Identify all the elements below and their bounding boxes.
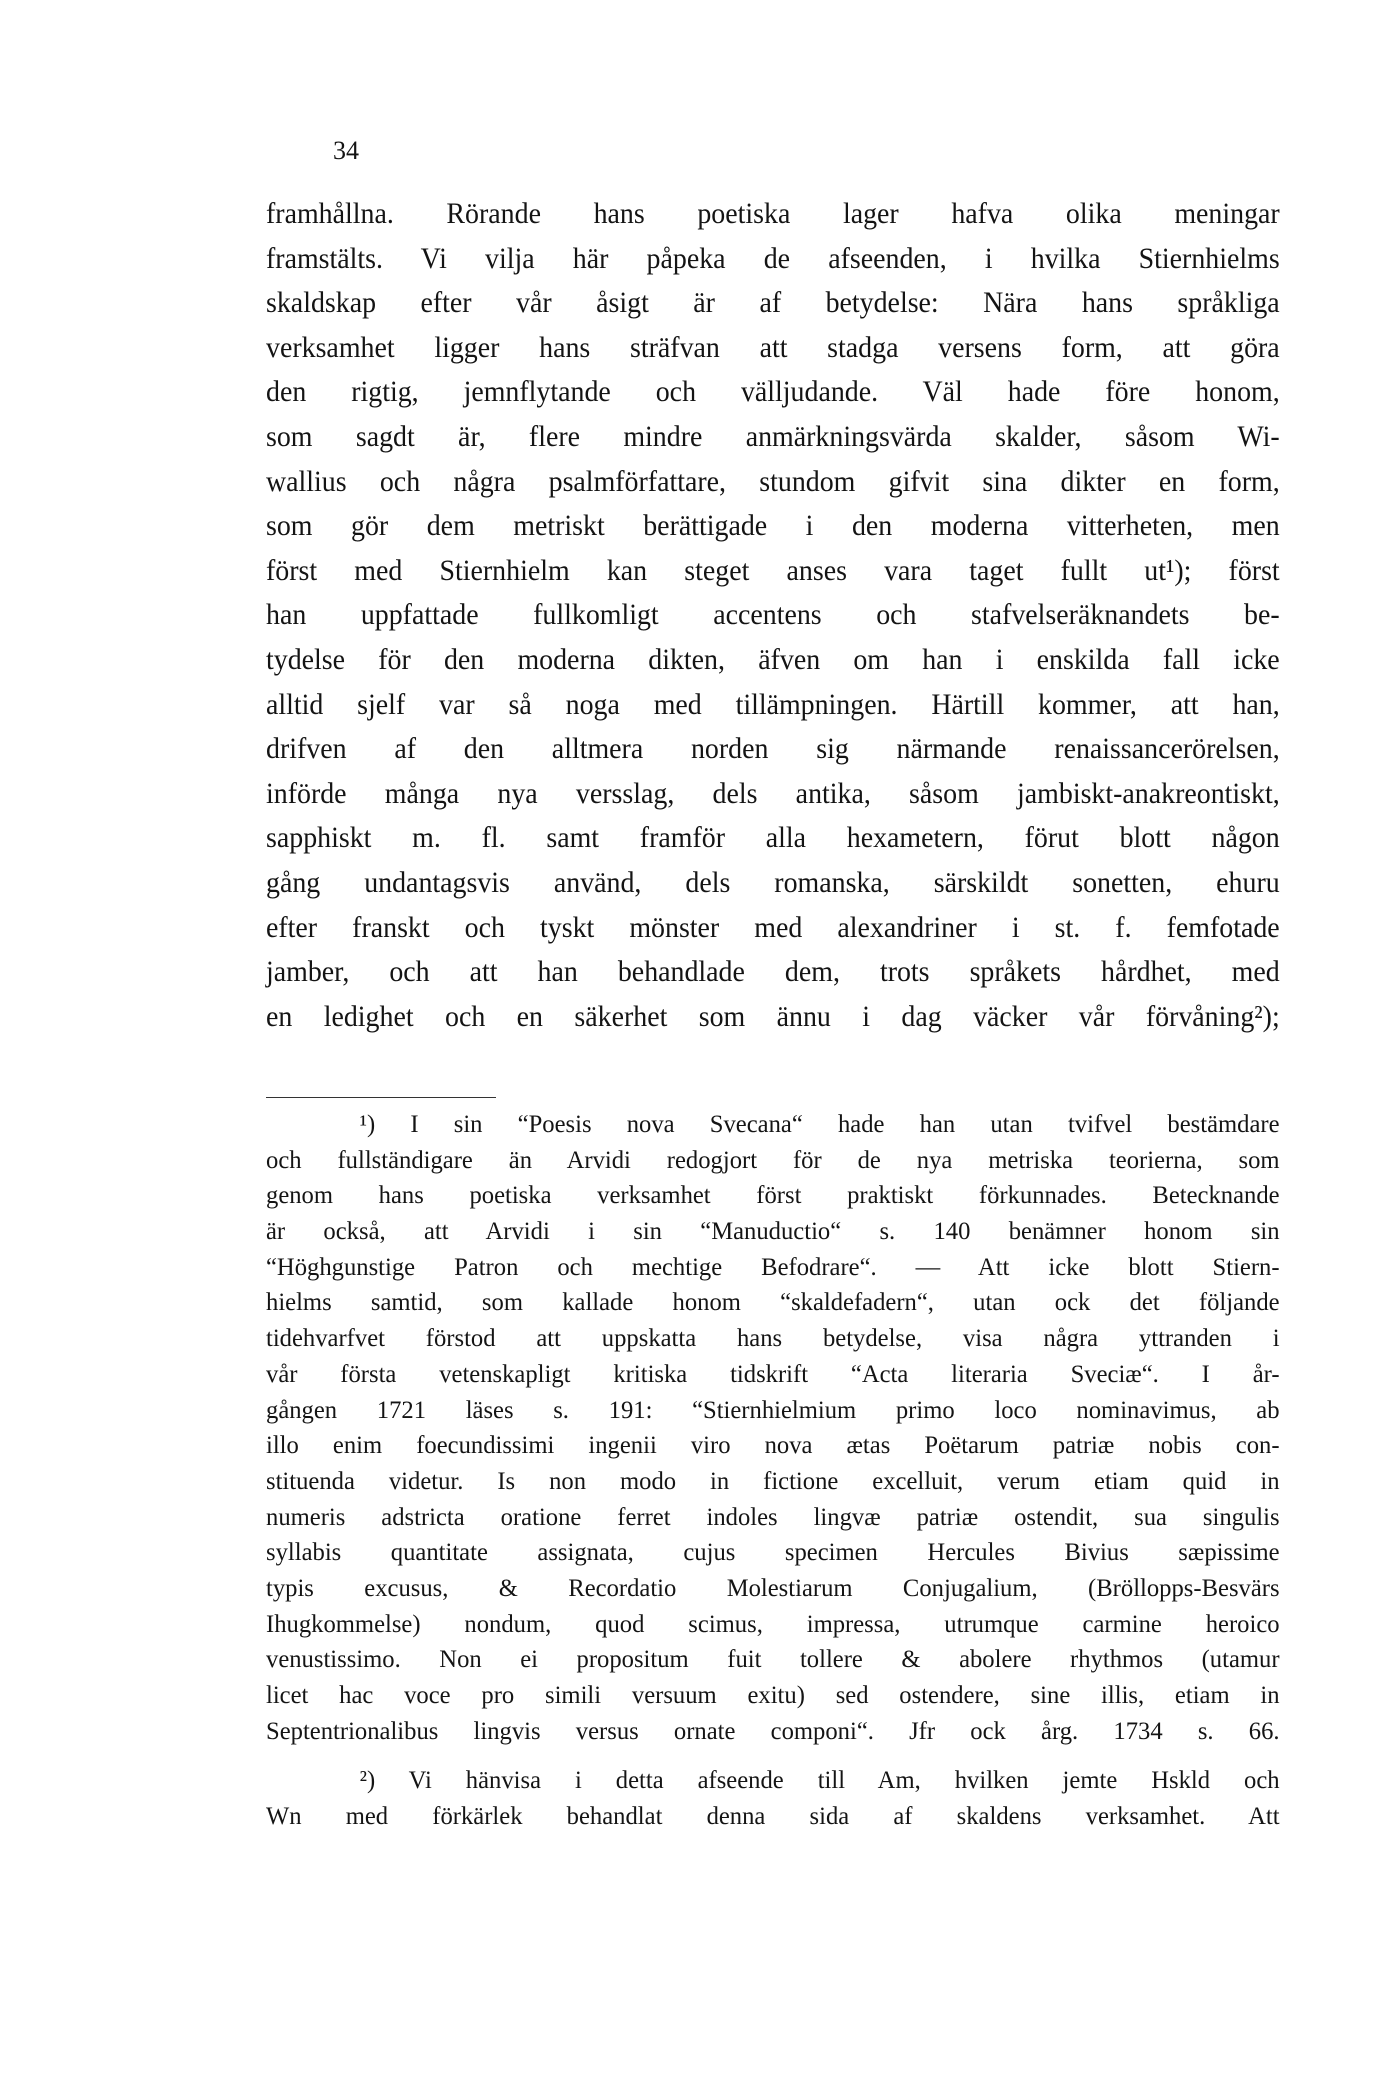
footnote-line: typis excusus, & Recordatio Molestiarum Conjugalium, (Bröllopps-Besvärs: [266, 1574, 1280, 1602]
body-line: jamber, och att han behandlade dem, trots språkets hårdhet, med: [266, 955, 1280, 989]
body-line: först med Stiernhielm kan steget anses vara taget fullt ut¹); först: [266, 553, 1280, 587]
body-line: framstälts. Vi vilja här påpeka de afseenden, i hvilka Stiernhielms: [266, 241, 1280, 275]
footnote-divider: [266, 1097, 496, 1098]
body-line: alltid sjelf var så noga med tillämpningen. Härtill kommer, att han,: [266, 687, 1280, 721]
footnote-line: Ihugkommelse) nondum, quod scimus, impressa, utrumque carmine heroico: [266, 1610, 1280, 1638]
body-line: sapphiskt m. fl. samt framför alla hexametern, förut blott någon: [266, 821, 1280, 855]
main-text: [266, 192, 1280, 1039]
body-line: drifven af den alltmera norden sig närmande renaissancerörelsen,: [266, 732, 1280, 766]
footnote-line: gången 1721 läses s. 191: “Stiernhielmium primo loco nominavimus, ab: [266, 1396, 1280, 1424]
body-line: som gör dem metriskt berättigade i den moderna vitterheten, men: [266, 509, 1280, 543]
footnote-line: genom hans poetiska verksamhet först praktiskt förkunnades. Betecknande: [266, 1182, 1280, 1210]
footnote-line: Septentrionalibus lingvis versus ornate componi“. Jfr ock årg. 1734 s. 66.: [266, 1717, 1280, 1745]
body-line: som sagdt är, flere mindre anmärkningsvärda skalder, såsom Wi-: [266, 419, 1280, 453]
body-line: den rigtig, jemnflytande och välljudande. Väl hade före honom,: [266, 375, 1280, 409]
footnote-line: stituenda videtur. Is non modo in fictione excelluit, verum etiam quid in: [266, 1467, 1280, 1495]
body-line: wallius och några psalmförfattare, stundom gifvit sina dikter en form,: [266, 464, 1280, 498]
page-number: 34: [333, 136, 359, 165]
body-line: införde många nya versslag, dels antika, såsom jambiskt-anakreontiskt,: [266, 776, 1280, 810]
body-line: skaldskap efter vår åsigt är af betydelse: Nära hans språkliga: [266, 286, 1280, 320]
footnotes: [266, 1107, 1280, 1835]
body-line: framhållna. Rörande hans poetiska lager hafva olika meningar: [266, 197, 1280, 230]
footnote-line: licet hac voce pro simili versuum exitu) sed ostendere, sine illis, etiam in: [266, 1682, 1280, 1709]
body-line: efter franskt och tyskt mönster med alexandriner i st. f. femfotade: [266, 910, 1280, 944]
footnote-line: “Höghgunstige Patron och mechtige Befodrare“. — Att icke blott Stiern-: [266, 1253, 1280, 1281]
body-line: tydelse för den moderna dikten, äfven om han i enskilda fall icke: [266, 642, 1280, 676]
body-line: verksamhet ligger hans sträfvan att stadga versens form, att göra: [266, 330, 1280, 364]
body-line: gång undantagsvis använd, dels romanska, särskildt sonetten, ehuru: [266, 865, 1280, 899]
footnote-line: ¹) I sin “Poesis nova Svecana“ hade han utan tvifvel bestämdare: [359, 1111, 1280, 1138]
footnote-line: illo enim foecundissimi ingenii viro nova ætas Poëtarum patriæ nobis con-: [266, 1432, 1280, 1460]
footnote-1: [266, 1107, 1280, 1749]
footnote-line: numeris adstricta oratione ferret indoles lingvæ patriæ ostendit, sua singulis: [266, 1503, 1280, 1531]
footnote-line: är också, att Arvidi i sin “Manuductio“ s. 140 benämner honom sin: [266, 1218, 1280, 1246]
footnote-line: ²) Vi hänvisa i detta afseende till Am, hvilken jemte Hskld och: [359, 1767, 1280, 1795]
footnote-line: syllabis quantitate assignata, cujus specimen Hercules Bivius sæpissime: [266, 1539, 1280, 1567]
footnote-line: vår första vetenskapligt kritiska tidskrift “Acta literaria Sveciæ“. I år-: [266, 1360, 1280, 1388]
body-line: en ledighet och en säkerhet som ännu i dag väcker vår förvåning²);: [266, 999, 1280, 1033]
footnote-2: [266, 1763, 1280, 1834]
footnote-line: tidehvarfvet förstod att uppskatta hans betydelse, visa några yttranden i: [266, 1325, 1280, 1353]
footnote-line: hielms samtid, som kallade honom “skaldefadern“, utan ock det följande: [266, 1289, 1280, 1317]
body-line: han uppfattade fullkomligt accentens och stafvelseräknandets be-: [266, 598, 1280, 632]
footnote-line: och fullständigare än Arvidi redogjort för de nya metriska teorierna, som: [266, 1146, 1280, 1174]
footnote-line: Wn med förkärlek behandlat denna sida af skaldens verksamhet. Att: [266, 1803, 1280, 1831]
footnote-line: venustissimo. Non ei propositum fuit tollere & abolere rhythmos (utamur: [266, 1646, 1280, 1674]
